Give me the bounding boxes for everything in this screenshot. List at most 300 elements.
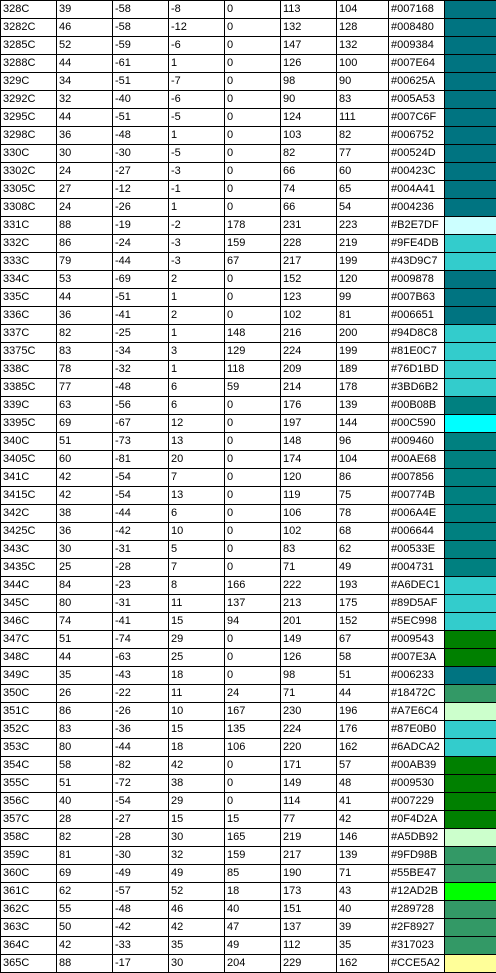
a-value-cell: -34 (113, 343, 169, 361)
blue-cell: 176 (337, 721, 389, 739)
color-swatch (445, 523, 496, 541)
lightness-cell: 51 (57, 775, 113, 793)
red-cell: 0 (225, 163, 281, 181)
table-row (1, 217, 496, 235)
a-value-cell: -56 (113, 397, 169, 415)
b-value-cell: 6 (169, 379, 225, 397)
a-value-cell: -54 (113, 487, 169, 505)
color-code-cell: 365C (1, 955, 57, 973)
a-value-cell: -58 (113, 1, 169, 19)
red-cell: 166 (225, 577, 281, 595)
table-row (1, 343, 496, 361)
green-cell: 201 (281, 613, 337, 631)
b-value-cell: 12 (169, 415, 225, 433)
color-swatch (445, 307, 496, 325)
b-value-cell: -6 (169, 37, 225, 55)
color-swatch (445, 919, 496, 937)
b-value-cell: 7 (169, 469, 225, 487)
b-value-cell: 15 (169, 811, 225, 829)
hex-code-cell: #007E3A (389, 649, 445, 667)
table-row (1, 433, 496, 451)
hex-code-cell: #006233 (389, 667, 445, 685)
green-cell: 230 (281, 703, 337, 721)
table-row (1, 73, 496, 91)
color-swatch (445, 685, 496, 703)
a-value-cell: -19 (113, 217, 169, 235)
color-swatch (445, 109, 496, 127)
color-swatch (445, 703, 496, 721)
green-cell: 103 (281, 127, 337, 145)
color-swatch (445, 415, 496, 433)
b-value-cell: 30 (169, 955, 225, 973)
blue-cell: 83 (337, 91, 389, 109)
red-cell: 0 (225, 487, 281, 505)
a-value-cell: -26 (113, 703, 169, 721)
color-code-cell: 3288C (1, 55, 57, 73)
color-swatch (445, 613, 496, 631)
lightness-cell: 26 (57, 685, 113, 703)
red-cell: 129 (225, 343, 281, 361)
hex-code-cell: #9FE4DB (389, 235, 445, 253)
table-row (1, 487, 496, 505)
color-code-cell: 353C (1, 739, 57, 757)
lightness-cell: 30 (57, 541, 113, 559)
a-value-cell: -72 (113, 775, 169, 793)
table-row (1, 559, 496, 577)
red-cell: 0 (225, 667, 281, 685)
table-row (1, 415, 496, 433)
color-code-cell: 340C (1, 433, 57, 451)
blue-cell: 40 (337, 901, 389, 919)
blue-cell: 128 (337, 19, 389, 37)
color-code-cell: 351C (1, 703, 57, 721)
blue-cell: 199 (337, 253, 389, 271)
hex-code-cell: #007E64 (389, 55, 445, 73)
lightness-cell: 86 (57, 235, 113, 253)
green-cell: 213 (281, 595, 337, 613)
color-code-cell: 354C (1, 757, 57, 775)
b-value-cell: 11 (169, 685, 225, 703)
table-row (1, 235, 496, 253)
b-value-cell: 10 (169, 703, 225, 721)
a-value-cell: -51 (113, 289, 169, 307)
table-row (1, 127, 496, 145)
a-value-cell: -44 (113, 739, 169, 757)
hex-code-cell: #004731 (389, 559, 445, 577)
b-value-cell: 32 (169, 847, 225, 865)
table-row (1, 847, 496, 865)
lightness-cell: 55 (57, 901, 113, 919)
a-value-cell: -51 (113, 73, 169, 91)
hex-code-cell: #76D1BD (389, 361, 445, 379)
a-value-cell: -54 (113, 469, 169, 487)
red-cell: 94 (225, 613, 281, 631)
green-cell: 224 (281, 721, 337, 739)
color-swatch (445, 649, 496, 667)
green-cell: 229 (281, 955, 337, 973)
lightness-cell: 42 (57, 469, 113, 487)
b-value-cell: 18 (169, 667, 225, 685)
color-swatch (445, 469, 496, 487)
color-code-cell: 356C (1, 793, 57, 811)
b-value-cell: 1 (169, 55, 225, 73)
b-value-cell: 46 (169, 901, 225, 919)
color-swatch (445, 739, 496, 757)
color-swatch (445, 361, 496, 379)
red-cell: 15 (225, 811, 281, 829)
color-swatch (445, 901, 496, 919)
blue-cell: 39 (337, 919, 389, 937)
red-cell: 0 (225, 1, 281, 19)
color-code-cell: 328C (1, 1, 57, 19)
color-code-cell: 3405C (1, 451, 57, 469)
hex-code-cell: #007B63 (389, 289, 445, 307)
blue-cell: 223 (337, 217, 389, 235)
b-value-cell: 1 (169, 199, 225, 217)
blue-cell: 77 (337, 145, 389, 163)
red-cell: 40 (225, 901, 281, 919)
hex-code-cell: #00B08B (389, 397, 445, 415)
b-value-cell: -3 (169, 235, 225, 253)
b-value-cell: 8 (169, 577, 225, 595)
color-code-cell: 3292C (1, 91, 57, 109)
color-code-cell: 358C (1, 829, 57, 847)
a-value-cell: -48 (113, 127, 169, 145)
color-code-cell: 3305C (1, 181, 57, 199)
hex-code-cell: #B2E7DF (389, 217, 445, 235)
color-swatch (445, 793, 496, 811)
table-row (1, 397, 496, 415)
green-cell: 120 (281, 469, 337, 487)
b-value-cell: 18 (169, 739, 225, 757)
blue-cell: 81 (337, 307, 389, 325)
table-row (1, 703, 496, 721)
lightness-cell: 80 (57, 595, 113, 613)
a-value-cell: -61 (113, 55, 169, 73)
hex-code-cell: #006644 (389, 523, 445, 541)
hex-code-cell: #004236 (389, 199, 445, 217)
a-value-cell: -28 (113, 829, 169, 847)
blue-cell: 43 (337, 883, 389, 901)
lightness-cell: 74 (57, 613, 113, 631)
b-value-cell: -1 (169, 181, 225, 199)
table-row (1, 361, 496, 379)
color-swatch (445, 721, 496, 739)
color-code-cell: 364C (1, 937, 57, 955)
b-value-cell: 1 (169, 127, 225, 145)
blue-cell: 219 (337, 235, 389, 253)
blue-cell: 35 (337, 937, 389, 955)
red-cell: 0 (225, 757, 281, 775)
blue-cell: 104 (337, 1, 389, 19)
red-cell: 0 (225, 37, 281, 55)
red-cell: 0 (225, 433, 281, 451)
hex-code-cell: #00533E (389, 541, 445, 559)
red-cell: 24 (225, 685, 281, 703)
blue-cell: 152 (337, 613, 389, 631)
color-swatch (445, 505, 496, 523)
a-value-cell: -63 (113, 649, 169, 667)
green-cell: 82 (281, 145, 337, 163)
green-cell: 66 (281, 163, 337, 181)
red-cell: 0 (225, 415, 281, 433)
lightness-cell: 30 (57, 145, 113, 163)
table-row (1, 541, 496, 559)
table-row (1, 613, 496, 631)
a-value-cell: -43 (113, 667, 169, 685)
color-code-cell: 338C (1, 361, 57, 379)
color-swatch (445, 217, 496, 235)
red-cell: 135 (225, 721, 281, 739)
lightness-cell: 86 (57, 703, 113, 721)
b-value-cell: 49 (169, 865, 225, 883)
color-code-cell: 3415C (1, 487, 57, 505)
a-value-cell: -30 (113, 145, 169, 163)
hex-code-cell: #009384 (389, 37, 445, 55)
table-row (1, 469, 496, 487)
b-value-cell: -5 (169, 145, 225, 163)
table-row (1, 667, 496, 685)
blue-cell: 139 (337, 847, 389, 865)
color-code-cell: 3285C (1, 37, 57, 55)
b-value-cell: 5 (169, 541, 225, 559)
lightness-cell: 36 (57, 127, 113, 145)
color-swatch (445, 253, 496, 271)
table-row (1, 379, 496, 397)
table-row (1, 883, 496, 901)
color-swatch (445, 577, 496, 595)
lightness-cell: 84 (57, 577, 113, 595)
red-cell: 0 (225, 397, 281, 415)
red-cell: 167 (225, 703, 281, 721)
green-cell: 112 (281, 937, 337, 955)
table-row (1, 919, 496, 937)
green-cell: 137 (281, 919, 337, 937)
lightness-cell: 51 (57, 433, 113, 451)
table-row (1, 145, 496, 163)
blue-cell: 132 (337, 37, 389, 55)
hex-code-cell: #55BE47 (389, 865, 445, 883)
blue-cell: 62 (337, 541, 389, 559)
lightness-cell: 32 (57, 91, 113, 109)
a-value-cell: -27 (113, 163, 169, 181)
lightness-cell: 35 (57, 667, 113, 685)
table-row (1, 1, 496, 19)
green-cell: 126 (281, 55, 337, 73)
b-value-cell: 15 (169, 721, 225, 739)
red-cell: 49 (225, 937, 281, 955)
blue-cell: 57 (337, 757, 389, 775)
color-swatch (445, 379, 496, 397)
lightness-cell: 42 (57, 937, 113, 955)
color-swatch (445, 451, 496, 469)
b-value-cell: 1 (169, 325, 225, 343)
blue-cell: 104 (337, 451, 389, 469)
lightness-cell: 60 (57, 451, 113, 469)
a-value-cell: -25 (113, 325, 169, 343)
red-cell: 0 (225, 19, 281, 37)
green-cell: 119 (281, 487, 337, 505)
hex-code-cell: #007168 (389, 1, 445, 19)
table-row (1, 289, 496, 307)
a-value-cell: -44 (113, 253, 169, 271)
color-code-cell: 344C (1, 577, 57, 595)
color-code-cell: 331C (1, 217, 57, 235)
lightness-cell: 39 (57, 1, 113, 19)
red-cell: 0 (225, 307, 281, 325)
a-value-cell: -73 (113, 433, 169, 451)
b-value-cell: 15 (169, 613, 225, 631)
blue-cell: 111 (337, 109, 389, 127)
color-code-cell: 335C (1, 289, 57, 307)
color-swatch (445, 325, 496, 343)
blue-cell: 58 (337, 649, 389, 667)
green-cell: 219 (281, 829, 337, 847)
lightness-cell: 69 (57, 415, 113, 433)
color-code-cell: 350C (1, 685, 57, 703)
color-code-cell: 329C (1, 73, 57, 91)
table-row (1, 523, 496, 541)
hex-code-cell: #006A4E (389, 505, 445, 523)
b-value-cell: -12 (169, 19, 225, 37)
blue-cell: 96 (337, 433, 389, 451)
red-cell: 47 (225, 919, 281, 937)
color-code-cell: 339C (1, 397, 57, 415)
a-value-cell: -74 (113, 631, 169, 649)
color-swatch (445, 91, 496, 109)
a-value-cell: -27 (113, 811, 169, 829)
color-code-cell: 3375C (1, 343, 57, 361)
color-code-cell: 343C (1, 541, 57, 559)
a-value-cell: -42 (113, 919, 169, 937)
color-swatch (445, 145, 496, 163)
green-cell: 124 (281, 109, 337, 127)
red-cell: 148 (225, 325, 281, 343)
color-swatch (445, 883, 496, 901)
a-value-cell: -67 (113, 415, 169, 433)
color-code-cell: 3282C (1, 19, 57, 37)
color-code-cell: 3435C (1, 559, 57, 577)
lightness-cell: 81 (57, 847, 113, 865)
red-cell: 0 (225, 505, 281, 523)
color-swatch (445, 1, 496, 19)
green-cell: 90 (281, 91, 337, 109)
table-row (1, 505, 496, 523)
color-swatch (445, 955, 496, 973)
color-swatch (445, 541, 496, 559)
table-row (1, 793, 496, 811)
blue-cell: 162 (337, 955, 389, 973)
blue-cell: 100 (337, 55, 389, 73)
hex-code-cell: #00625A (389, 73, 445, 91)
b-value-cell: 20 (169, 451, 225, 469)
color-swatch (445, 811, 496, 829)
hex-code-cell: #00423C (389, 163, 445, 181)
lightness-cell: 83 (57, 721, 113, 739)
color-swatch (445, 757, 496, 775)
b-value-cell: -5 (169, 109, 225, 127)
green-cell: 174 (281, 451, 337, 469)
green-cell: 217 (281, 253, 337, 271)
b-value-cell: 3 (169, 343, 225, 361)
hex-code-cell: #94D8C8 (389, 325, 445, 343)
red-cell: 0 (225, 109, 281, 127)
lightness-cell: 80 (57, 739, 113, 757)
table-row (1, 271, 496, 289)
a-value-cell: -30 (113, 847, 169, 865)
green-cell: 209 (281, 361, 337, 379)
lightness-cell: 42 (57, 487, 113, 505)
red-cell: 0 (225, 451, 281, 469)
red-cell: 159 (225, 847, 281, 865)
color-code-cell: 341C (1, 469, 57, 487)
blue-cell: 44 (337, 685, 389, 703)
lightness-cell: 78 (57, 361, 113, 379)
color-code-cell: 3302C (1, 163, 57, 181)
green-cell: 214 (281, 379, 337, 397)
green-cell: 71 (281, 685, 337, 703)
color-code-cell: 330C (1, 145, 57, 163)
a-value-cell: -28 (113, 559, 169, 577)
blue-cell: 189 (337, 361, 389, 379)
table-row (1, 595, 496, 613)
blue-cell: 193 (337, 577, 389, 595)
hex-code-cell: #009530 (389, 775, 445, 793)
red-cell: 0 (225, 541, 281, 559)
color-swatch (445, 73, 496, 91)
color-swatch (445, 127, 496, 145)
green-cell: 147 (281, 37, 337, 55)
b-value-cell: 35 (169, 937, 225, 955)
hex-code-cell: #0F4D2A (389, 811, 445, 829)
color-swatch (445, 937, 496, 955)
green-cell: 102 (281, 523, 337, 541)
hex-code-cell: #6ADCA2 (389, 739, 445, 757)
b-value-cell: 1 (169, 361, 225, 379)
b-value-cell: 42 (169, 757, 225, 775)
lightness-cell: 36 (57, 307, 113, 325)
table-row (1, 37, 496, 55)
green-cell: 98 (281, 667, 337, 685)
color-code-cell: 362C (1, 901, 57, 919)
color-code-cell: 334C (1, 271, 57, 289)
green-cell: 123 (281, 289, 337, 307)
green-cell: 71 (281, 559, 337, 577)
red-cell: 85 (225, 865, 281, 883)
b-value-cell: 13 (169, 433, 225, 451)
a-value-cell: -58 (113, 19, 169, 37)
lightness-cell: 79 (57, 253, 113, 271)
red-cell: 118 (225, 361, 281, 379)
red-cell: 0 (225, 181, 281, 199)
lightness-cell: 38 (57, 505, 113, 523)
b-value-cell: 30 (169, 829, 225, 847)
color-swatch (445, 199, 496, 217)
table-row (1, 775, 496, 793)
a-value-cell: -59 (113, 37, 169, 55)
table-row (1, 721, 496, 739)
blue-cell: 200 (337, 325, 389, 343)
color-code-cell: 355C (1, 775, 57, 793)
color-swatch (445, 865, 496, 883)
red-cell: 0 (225, 91, 281, 109)
lightness-cell: 52 (57, 37, 113, 55)
table-row (1, 577, 496, 595)
color-code-cell: 3395C (1, 415, 57, 433)
lightness-cell: 88 (57, 217, 113, 235)
color-code-cell: 359C (1, 847, 57, 865)
color-code-cell: 363C (1, 919, 57, 937)
